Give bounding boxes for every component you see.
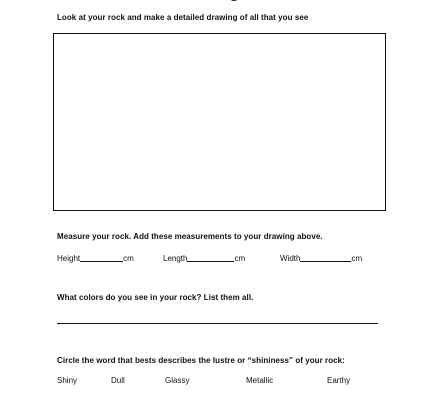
lustre-question: Circle the word that bests describes the lustre or “shininess” of your rock: <box>57 356 345 365</box>
lustre-option-shiny[interactable]: Shiny <box>57 376 78 385</box>
lustre-option-metallic[interactable]: Metallic <box>246 376 274 385</box>
height-unit: cm <box>123 254 134 263</box>
drawing-instruction: Look at your rock and make a detailed drawing of all that you see <box>57 13 309 22</box>
length-field[interactable] <box>163 253 245 263</box>
lustre-option-glassy[interactable]: Glassy <box>165 376 190 385</box>
cropped-title-fragment <box>228 0 240 1</box>
lustre-option-earthy[interactable]: Earthy <box>327 376 351 385</box>
height-field[interactable] <box>57 253 134 263</box>
lustre-option-dull[interactable]: Dull <box>111 376 125 385</box>
height-label: Height <box>57 254 81 263</box>
drawing-area[interactable] <box>53 33 386 211</box>
width-label: Width <box>280 254 301 263</box>
length-label: Length <box>163 254 188 263</box>
colors-question: What colors do you see in your rock? List them all. <box>57 293 254 302</box>
height-blank[interactable] <box>80 253 123 262</box>
length-unit: cm <box>234 254 246 263</box>
width-unit: cm <box>351 254 363 263</box>
width-blank[interactable] <box>300 253 351 262</box>
measure-instruction: Measure your rock. Add these measurements to your drawing above. <box>57 232 323 241</box>
colors-answer-line[interactable] <box>57 323 378 324</box>
length-blank[interactable] <box>187 253 234 262</box>
width-field[interactable] <box>280 253 362 263</box>
